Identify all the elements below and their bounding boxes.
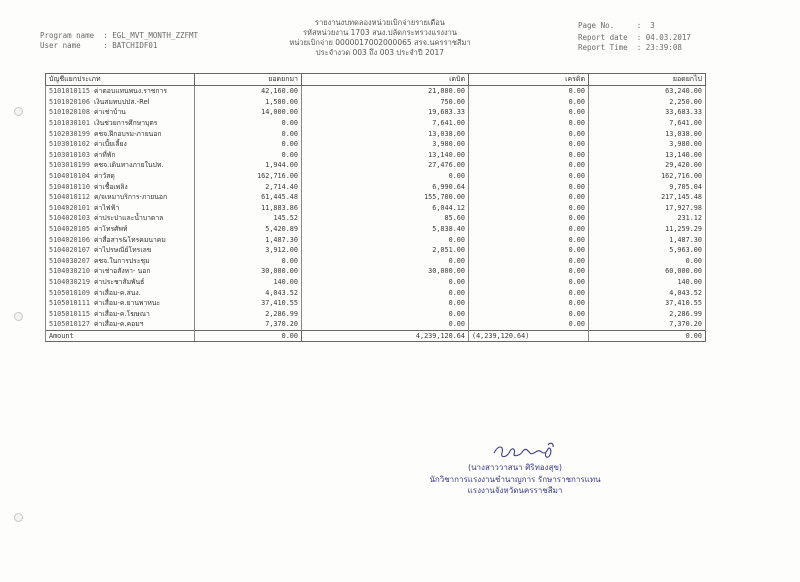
credit-cell: 0.00 — [469, 150, 589, 161]
debit-cell: 85.60 — [302, 213, 469, 224]
debit-cell: 19,683.33 — [302, 107, 469, 118]
report-time-line: Report Time : 23:39:08 — [578, 43, 682, 52]
brought-forward-cell: 1,487.30 — [195, 234, 302, 245]
brought-forward-cell: 140.00 — [195, 277, 302, 288]
brought-forward-cell: 30,000.00 — [195, 266, 302, 277]
table-row — [46, 245, 706, 256]
account-description: เงินสมทบปปส.-Rel — [94, 97, 150, 106]
account-cell — [46, 277, 195, 288]
account-description: ค่าไปรษณีย์โทรเลข — [94, 246, 152, 255]
table-row — [46, 319, 706, 330]
account-code: 5104020101 — [49, 203, 90, 212]
table-row — [46, 224, 706, 235]
debit-cell: 21,080.00 — [302, 86, 469, 97]
carried-forward-cell: 1,487.30 — [589, 234, 706, 245]
debit-cell: 0.00 — [302, 171, 469, 182]
debit-cell: 0.00 — [302, 287, 469, 298]
table-row — [46, 213, 706, 224]
amount-label: Amount — [46, 330, 195, 342]
account-description: ค่าเสื่อม-ค.สนง. — [94, 288, 141, 297]
account-cell — [46, 308, 195, 319]
report-title: รายงานงบทดลองหน่วยเบิกจ่ายรายเดือน — [315, 18, 445, 27]
punch-hole — [14, 513, 23, 522]
debit-cell: 7,641.00 — [302, 118, 469, 129]
amount-debit: 4,239,120.64 — [302, 330, 469, 342]
account-cell — [46, 234, 195, 245]
brought-forward-cell: 37,410.55 — [195, 298, 302, 309]
handwritten-signature — [490, 439, 560, 463]
table-row — [46, 266, 706, 277]
credit-cell: 0.00 — [469, 298, 589, 309]
account-code: 5105010127 — [49, 320, 90, 329]
carried-forward-cell: 231.12 — [589, 213, 706, 224]
page-no-line: Page No. : 3 — [578, 21, 655, 30]
account-code: 5103010103 — [49, 150, 90, 159]
punch-hole — [14, 107, 23, 116]
carried-forward-cell: 2,286.99 — [589, 308, 706, 319]
carried-forward-cell: 140.00 — [589, 277, 706, 288]
credit-cell: 0.00 — [469, 118, 589, 129]
account-code: 5101030101 — [49, 119, 90, 128]
carried-forward-cell: 63,240.00 — [589, 86, 706, 97]
account-code: 5101010115 — [49, 87, 90, 96]
account-code: 5104020106 — [49, 235, 90, 244]
debit-cell: 0.00 — [302, 256, 469, 267]
account-code: 5104030219 — [49, 277, 90, 286]
brought-forward-cell: 61,445.48 — [195, 192, 302, 203]
account-cell — [46, 128, 195, 139]
brought-forward-cell: 2,714.40 — [195, 181, 302, 192]
debit-cell: 0.00 — [302, 298, 469, 309]
account-cell — [46, 171, 195, 182]
credit-cell: 0.00 — [469, 319, 589, 330]
user-name-line: User name : BATCHIDF01 — [40, 41, 158, 50]
debit-cell: 155,700.00 — [302, 192, 469, 203]
account-description: ค่าเสื่อม-ค.ยานพาหนะ — [94, 299, 161, 308]
carried-forward-cell: 162,716.00 — [589, 171, 706, 182]
carried-forward-cell: 60,000.00 — [589, 266, 706, 277]
account-description: ค่าเช่าบ้าน — [94, 108, 126, 117]
header-credit: เครดิต — [469, 74, 589, 86]
carried-forward-cell: 3,980.00 — [589, 139, 706, 150]
credit-cell: 0.00 — [469, 266, 589, 277]
account-cell — [46, 266, 195, 277]
brought-forward-cell: 11,883.86 — [195, 203, 302, 214]
brought-forward-cell: 0.00 — [195, 256, 302, 267]
debit-cell: 13,140.00 — [302, 150, 469, 161]
debit-cell: 27,476.00 — [302, 160, 469, 171]
table-row — [46, 150, 706, 161]
debit-cell: 0.00 — [302, 277, 469, 288]
account-code: 5103010102 — [49, 140, 90, 149]
table-row — [46, 97, 706, 108]
account-description: ค่าไฟฟ้า — [94, 203, 120, 212]
account-description: ค่าตอบแทนพนง.ราชการ — [94, 87, 167, 96]
signatory-office: แรงงานจังหวัดนครราชสีมา — [467, 486, 563, 495]
account-description: ค่าเช่าอสังหา- นอก — [94, 267, 151, 276]
credit-cell: 0.00 — [469, 97, 589, 108]
carried-forward-cell: 7,641.00 — [589, 118, 706, 129]
brought-forward-cell: 1,500.00 — [195, 97, 302, 108]
period-line: ประจำงวด 003 ถึง 003 ประจำปี 2017 — [315, 48, 445, 57]
credit-cell: 0.00 — [469, 128, 589, 139]
header-carried-forward: ยอดยกไป — [589, 74, 706, 86]
program-name-line: Program name : EGL_MVT_MONTH_ZZFMT — [40, 31, 199, 40]
account-code: 5104010112 — [49, 193, 90, 202]
account-code: 5103010199 — [49, 161, 90, 170]
carried-forward-cell: 37,410.55 — [589, 298, 706, 309]
carried-forward-cell: 33,683.33 — [589, 107, 706, 118]
brought-forward-cell: 0.00 — [195, 139, 302, 150]
credit-cell: 0.00 — [469, 171, 589, 182]
brought-forward-cell: 0.00 — [195, 118, 302, 129]
amount-brought: 0.00 — [195, 330, 302, 342]
amount-carried: 0.00 — [589, 330, 706, 342]
account-cell — [46, 97, 195, 108]
account-code: 5101020106 — [49, 97, 90, 106]
brought-forward-cell: 3,912.00 — [195, 245, 302, 256]
brought-forward-cell: 5,420.89 — [195, 224, 302, 235]
credit-cell: 0.00 — [469, 86, 589, 97]
credit-cell: 0.00 — [469, 107, 589, 118]
brought-forward-cell: 2,286.99 — [195, 308, 302, 319]
debit-cell: 30,000.00 — [302, 266, 469, 277]
credit-cell: 0.00 — [469, 256, 589, 267]
credit-cell: 0.00 — [469, 139, 589, 150]
carried-forward-cell: 0.00 — [589, 256, 706, 267]
account-cell — [46, 213, 195, 224]
table-header-row — [46, 74, 706, 86]
table-row — [46, 107, 706, 118]
credit-cell: 0.00 — [469, 277, 589, 288]
credit-cell: 0.00 — [469, 287, 589, 298]
account-cell — [46, 203, 195, 214]
carried-forward-cell: 17,927.98 — [589, 203, 706, 214]
amount-row — [46, 330, 706, 342]
account-code: 5101020108 — [49, 108, 90, 117]
account-description: ค่าเบี้ยเลี้ยง — [94, 140, 127, 149]
brought-forward-cell: 14,000.00 — [195, 107, 302, 118]
unit-line: รหัสหน่วยงาน 1703 สนง.ปลัดกระทรวงแรงงาน — [302, 28, 458, 37]
carried-forward-cell: 5,963.00 — [589, 245, 706, 256]
account-cell — [46, 298, 195, 309]
disbursement-line: หน่วยเบิกจ่าย 0000017002000065 สรจ.นครราชสีมา — [289, 38, 471, 47]
account-cell — [46, 160, 195, 171]
brought-forward-cell: 0.00 — [195, 128, 302, 139]
account-code: 5104020107 — [49, 246, 90, 255]
brought-forward-cell: 162,716.00 — [195, 171, 302, 182]
account-description: ค่าเสื่อม-ค.คอมฯ — [94, 320, 144, 329]
account-code: 5105010111 — [49, 299, 90, 308]
carried-forward-cell: 29,420.00 — [589, 160, 706, 171]
account-code: 5102030199 — [49, 129, 90, 138]
credit-cell: 0.00 — [469, 234, 589, 245]
account-description: ค่าประปาและน้ำบาดาล — [94, 214, 164, 223]
carried-forward-cell: 11,259.29 — [589, 224, 706, 235]
account-description: ค่าเชื้อเพลิง — [94, 182, 128, 191]
debit-cell: 6,990.64 — [302, 181, 469, 192]
debit-cell: 750.00 — [302, 97, 469, 108]
amount-credit: (4,239,120.64) — [469, 330, 589, 342]
brought-forward-cell: 42,160.00 — [195, 86, 302, 97]
account-description: ค่าเสื่อม-ค.โฆษณา — [94, 309, 150, 318]
credit-cell: 0.00 — [469, 224, 589, 235]
account-cell — [46, 256, 195, 267]
table-row — [46, 86, 706, 97]
table-row — [46, 298, 706, 309]
account-cell — [46, 319, 195, 330]
report-header — [250, 18, 510, 58]
debit-cell: 0.00 — [302, 319, 469, 330]
account-cell — [46, 245, 195, 256]
header-debit: เดบิต — [302, 74, 469, 86]
table-row — [46, 128, 706, 139]
table-row — [46, 118, 706, 129]
account-code: 5104010104 — [49, 172, 90, 181]
signatory-position: นักวิชาการแรงงานชำนาญการ รักษาราชการแทน — [429, 474, 601, 484]
table-row — [46, 181, 706, 192]
carried-forward-cell: 4,043.52 — [589, 287, 706, 298]
credit-cell: 0.00 — [469, 203, 589, 214]
credit-cell: 0.00 — [469, 160, 589, 171]
table-row — [46, 192, 706, 203]
account-cell — [46, 181, 195, 192]
debit-cell: 13,038.00 — [302, 128, 469, 139]
account-cell — [46, 287, 195, 298]
table-row — [46, 308, 706, 319]
report-date-line: Report date : 04.03.2017 — [578, 33, 691, 42]
account-code: 5105010115 — [49, 309, 90, 318]
account-cell — [46, 139, 195, 150]
table-row — [46, 139, 706, 150]
account-description: คชจ.ในการประชุม — [94, 256, 150, 265]
debit-cell: 6,044.12 — [302, 203, 469, 214]
credit-cell: 0.00 — [469, 192, 589, 203]
account-description: คชจ.เดินทางภายในปท. — [94, 161, 164, 170]
carried-forward-cell: 2,250.00 — [589, 97, 706, 108]
table-row — [46, 171, 706, 182]
account-code: 5104020105 — [49, 225, 90, 234]
header-account: บัญชีแยกประเภท — [46, 74, 195, 86]
carried-forward-cell: 9,705.04 — [589, 181, 706, 192]
debit-cell: 0.00 — [302, 234, 469, 245]
credit-cell: 0.00 — [469, 181, 589, 192]
account-description: ค่าประชาสัมพันธ์ — [94, 277, 145, 286]
signatory-name: (นางสาววาสนา ศิริทองสุข) — [467, 463, 563, 472]
carried-forward-cell: 13,140.00 — [589, 150, 706, 161]
account-code: 5104030207 — [49, 256, 90, 265]
account-code: 5104020103 — [49, 214, 90, 223]
account-cell — [46, 86, 195, 97]
table-row — [46, 234, 706, 245]
account-description: ค่าวัสดุ — [94, 172, 115, 181]
account-code: 5105010109 — [49, 288, 90, 297]
signatory-block — [400, 462, 630, 497]
account-description: คชจ.ฝึกอบรม-ภายนอก — [94, 129, 162, 138]
account-description: ค่าที่พัก — [94, 150, 116, 159]
credit-cell: 0.00 — [469, 308, 589, 319]
account-cell — [46, 224, 195, 235]
debit-cell: 2,051.00 — [302, 245, 469, 256]
brought-forward-cell: 145.52 — [195, 213, 302, 224]
account-cell — [46, 150, 195, 161]
account-cell — [46, 107, 195, 118]
account-cell — [46, 192, 195, 203]
table-row — [46, 287, 706, 298]
table-row — [46, 203, 706, 214]
table-row — [46, 256, 706, 267]
credit-cell: 0.00 — [469, 245, 589, 256]
brought-forward-cell: 1,944.00 — [195, 160, 302, 171]
brought-forward-cell: 4,043.52 — [195, 287, 302, 298]
punch-hole — [14, 312, 23, 321]
table-row — [46, 277, 706, 288]
account-code: 5104030210 — [49, 267, 90, 276]
table-row — [46, 160, 706, 171]
debit-cell: 3,980.00 — [302, 139, 469, 150]
trial-balance-table — [45, 73, 706, 342]
account-description: ค่าโทรศัพท์ — [94, 225, 128, 234]
account-code: 5104010110 — [49, 182, 90, 191]
carried-forward-cell: 7,370.20 — [589, 319, 706, 330]
account-description: ค/จเหมาบริการ-ภายนอก — [94, 193, 168, 202]
credit-cell: 0.00 — [469, 213, 589, 224]
carried-forward-cell: 217,145.48 — [589, 192, 706, 203]
brought-forward-cell: 0.00 — [195, 150, 302, 161]
account-cell — [46, 118, 195, 129]
brought-forward-cell: 7,370.20 — [195, 319, 302, 330]
debit-cell: 5,838.40 — [302, 224, 469, 235]
debit-cell: 0.00 — [302, 308, 469, 319]
account-description: เงินช่วยการศึกษาบุตร — [94, 119, 158, 128]
account-description: ค่าสื่อสาร&โทรคมนาคม — [94, 235, 166, 244]
carried-forward-cell: 13,038.00 — [589, 128, 706, 139]
header-brought-forward: ยอดยกมา — [195, 74, 302, 86]
